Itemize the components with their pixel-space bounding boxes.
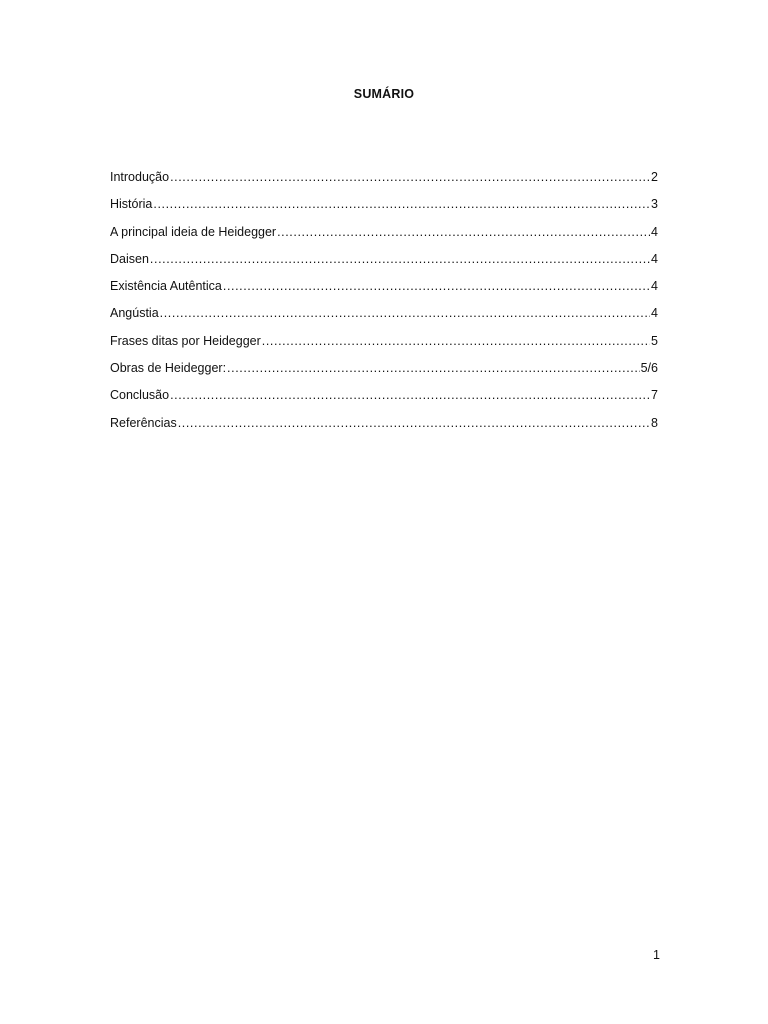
- toc-entry-label: Frases ditas por Heidegger: [110, 333, 261, 348]
- toc-leader-dots: [227, 359, 640, 377]
- toc-entry-page: 2: [651, 170, 658, 184]
- toc-entry: [110, 168, 658, 195]
- toc-entry: [110, 414, 658, 441]
- toc-entry-label: História: [110, 197, 153, 212]
- toc-entry: [110, 195, 658, 222]
- toc-entry-label: Angústia: [110, 306, 159, 321]
- page-title: SUMÁRIO: [353, 87, 415, 101]
- toc-entry-page: 8: [651, 415, 658, 430]
- toc-entry-page: 7: [651, 388, 658, 403]
- toc-leader-dots: [153, 195, 650, 213]
- toc-entry-page: 4: [651, 251, 658, 266]
- toc-leader-dots: [223, 277, 650, 295]
- toc-leader-dots: [170, 168, 650, 186]
- toc-entry-page: 3: [651, 197, 658, 212]
- toc-entry: [110, 223, 658, 250]
- toc-entry: [110, 386, 658, 413]
- toc-leader-dots: [277, 223, 650, 241]
- toc-entry: [110, 304, 658, 331]
- toc-entry-label: Conclusão: [110, 388, 170, 403]
- toc-entry-page: 4: [651, 279, 658, 294]
- toc-entry: [110, 359, 658, 386]
- toc-entry-page: 5/6: [640, 361, 658, 376]
- toc-entry: [110, 250, 658, 277]
- toc-entry-label: Introdução: [110, 170, 170, 184]
- toc-entry-label: Existência Autêntica: [110, 279, 222, 294]
- toc-leader-dots: [160, 304, 650, 322]
- toc-entry-label: Referências: [110, 415, 177, 430]
- toc-leader-dots: [262, 332, 650, 350]
- toc-entry-label: Daisen: [110, 251, 149, 266]
- toc-entry: [110, 332, 658, 359]
- page-number: 1: [653, 948, 660, 962]
- toc-entry: [110, 277, 658, 304]
- toc-leader-dots: [170, 386, 650, 404]
- toc-leader-dots: [150, 250, 650, 268]
- toc-entry-page: 4: [651, 306, 658, 321]
- toc-leader-dots: [178, 414, 650, 432]
- toc-entry-label: A principal ideia de Heidegger: [110, 224, 277, 239]
- toc-entry-page: 4: [651, 224, 658, 239]
- toc-entry-page: 5: [651, 333, 658, 348]
- toc-entry-label: Obras de Heidegger:: [110, 361, 227, 376]
- table-of-contents: [110, 168, 658, 441]
